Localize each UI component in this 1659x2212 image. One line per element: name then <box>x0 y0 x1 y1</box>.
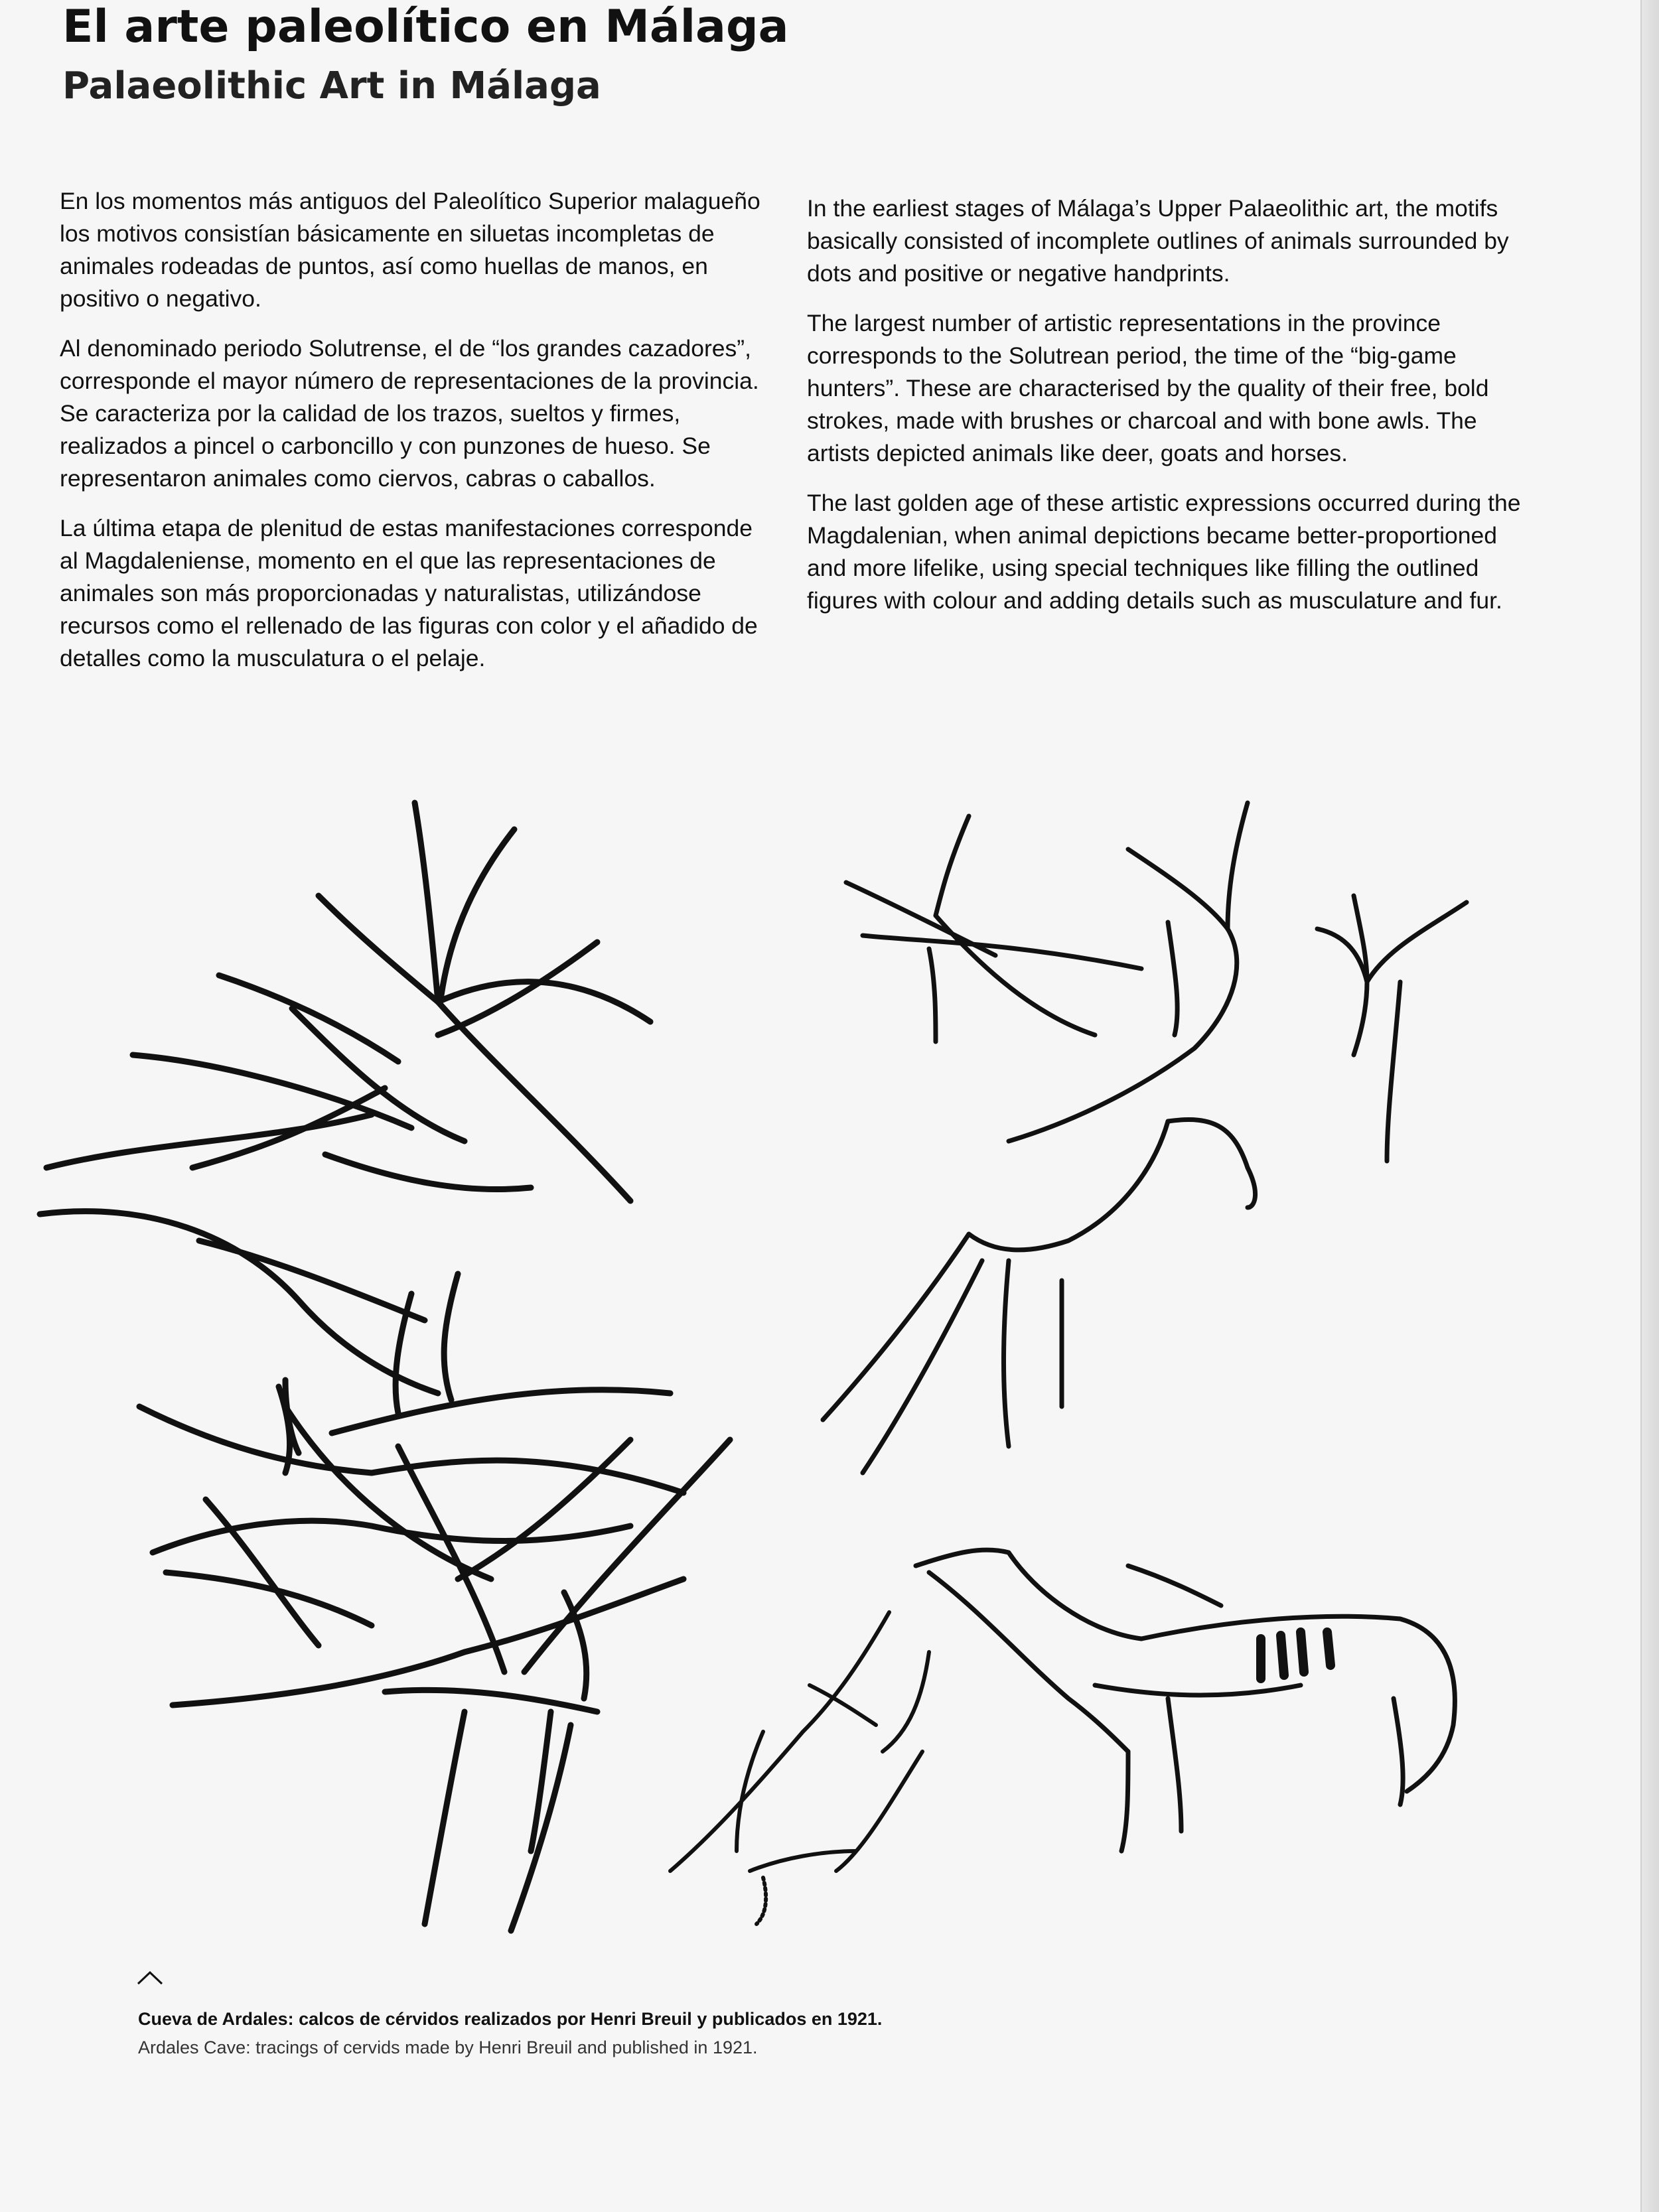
caret-up-icon <box>135 1969 165 1986</box>
panel-edge <box>1640 0 1659 2212</box>
goat-tracing <box>670 1612 929 1924</box>
left-cervid-tracings <box>40 803 730 1931</box>
spanish-paragraph: Al denominado periodo Solutrense, el de “los grandes cazadores”, corresponde el mayor número de representaciones de la provincia. Se caracteriza por la calidad de los trazos, sueltos y firmes, realizados a pincel o carboncillo y con punzones de hueso. Se representaron animales como ciervos, cabras o caballos. <box>60 335 759 492</box>
spanish-text-column <box>60 185 776 692</box>
horse-tracing <box>916 1550 1455 1851</box>
english-text-column <box>807 192 1524 634</box>
english-paragraph: In the earliest stages of Málaga’s Upper Palaeolithic art, the motifs basically consisted of incomplete outlines of animals surrounded by dots and positive or negative handprints. <box>807 195 1509 287</box>
page-subtitle: Palaeolithic Art in Málaga <box>62 64 601 107</box>
english-paragraph: The last golden age of these artistic expressions occurred during the Magdalenian, when animal depictions became better-proportioned and more lifelike, using special techniques like filling the outlined figures with colour and adding details such as musculature and fur. <box>807 490 1521 614</box>
page-title: El arte paleolítico en Málaga <box>62 1 789 53</box>
small-antler-tracing <box>1317 896 1467 1161</box>
caption-english: Ardales Cave: tracings of cervids made by Henri Breuil and published in 1921. <box>138 2038 758 2057</box>
spanish-paragraph: La última etapa de plenitud de estas manifestaciones corresponde al Magdaleniense, momento en el que las representaciones de animales son más proporcionadas y naturalistas, utilizándose recursos como el rellenado de las figuras con color y el añadido de detalles como la musculatura o el pelaje. <box>60 515 758 671</box>
spanish-paragraph: En los momentos más antiguos del Paleolítico Superior malagueño los motivos consistían básicamente en siluetas incompletas de animales rodeadas de puntos, así como huellas de manos, en positivo o negativo. <box>60 188 760 312</box>
cave-art-tracing <box>0 770 1486 1951</box>
english-paragraph: The largest number of artistic representations in the province corresponds to the Solutrean period, the time of the “big-game hunters”. These are characterised by the quality of their free, bold strokes, made with brushes or charcoal and with bone awls. The artists depicted animals like deer, goats and horses. <box>807 310 1489 466</box>
stag-tracing <box>823 803 1256 1473</box>
caption-spanish: Cueva de Ardales: calcos de cérvidos realizados por Henri Breuil y publicados en 1921. <box>138 2009 883 2029</box>
